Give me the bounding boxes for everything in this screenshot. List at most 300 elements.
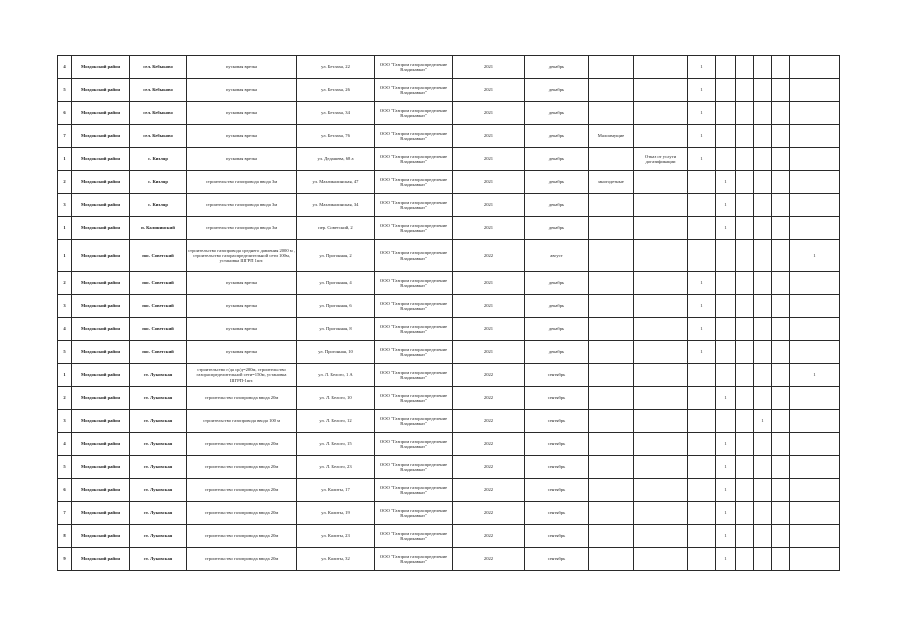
mark-cell <box>790 148 840 171</box>
month-cell: сентябрь <box>525 502 589 525</box>
address-cell: ул. Л. Белого, 1 А <box>297 364 375 387</box>
month-cell: декабрь <box>525 295 589 318</box>
mark-cell <box>790 295 840 318</box>
mark-cell <box>754 148 772 171</box>
table-row <box>58 387 840 410</box>
table-body <box>58 56 840 571</box>
year-cell: 2022 <box>453 387 525 410</box>
mark-cell: 1 <box>754 410 772 433</box>
month-cell: декабрь <box>525 341 589 364</box>
category-cell <box>589 341 634 364</box>
row-number: 4 <box>58 318 72 341</box>
mark-cell <box>754 433 772 456</box>
year-cell: 2022 <box>453 410 525 433</box>
table-row <box>58 410 840 433</box>
district-cell: Моздокский район <box>72 410 130 433</box>
address-cell: ул. Бетлаха, 76 <box>297 125 375 148</box>
year-cell: 2021 <box>453 272 525 295</box>
month-cell: декабрь <box>525 217 589 240</box>
work-type-cell: пусковая врезка <box>187 318 297 341</box>
work-type-cell: строительство газопровода ввода 3м <box>187 171 297 194</box>
district-cell: Моздокский район <box>72 433 130 456</box>
mark-cell <box>772 502 790 525</box>
address-cell: ул. Прогонная, 10 <box>297 341 375 364</box>
mark-cell <box>772 295 790 318</box>
mark-cell <box>688 502 716 525</box>
organization-cell: ООО "Газпром газораспределение Владикавказ" <box>375 364 453 387</box>
district-cell: Моздокский район <box>72 56 130 79</box>
mark-cell <box>716 56 736 79</box>
district-cell: Моздокский район <box>72 456 130 479</box>
mark-cell: 1 <box>716 502 736 525</box>
row-number: 1 <box>58 364 72 387</box>
year-cell: 2021 <box>453 102 525 125</box>
table-row <box>58 295 840 318</box>
district-cell: Моздокский район <box>72 364 130 387</box>
mark-cell <box>754 479 772 502</box>
row-number: 3 <box>58 410 72 433</box>
district-cell: Моздокский район <box>72 148 130 171</box>
month-cell: декабрь <box>525 148 589 171</box>
organization-cell: ООО "Газпром газораспределение Владикавказ" <box>375 456 453 479</box>
organization-cell: ООО "Газпром газораспределение Владикавказ" <box>375 272 453 295</box>
gasification-table <box>57 55 840 571</box>
table-row <box>58 272 840 295</box>
address-cell: ул. Прогонная, 2 <box>297 240 375 272</box>
mark-cell <box>754 217 772 240</box>
work-type-cell: строительство газопровода ввода 20м <box>187 387 297 410</box>
mark-cell: 1 <box>716 456 736 479</box>
year-cell: 2021 <box>453 79 525 102</box>
mark-cell <box>736 125 754 148</box>
note-cell <box>634 79 688 102</box>
mark-cell <box>736 525 754 548</box>
mark-cell <box>716 102 736 125</box>
mark-cell <box>688 548 716 571</box>
month-cell: сентябрь <box>525 548 589 571</box>
mark-cell <box>736 548 754 571</box>
organization-cell: ООО "Газпром газораспределение Владикавказ" <box>375 240 453 272</box>
mark-cell <box>688 387 716 410</box>
mark-cell <box>790 79 840 102</box>
row-number: 7 <box>58 125 72 148</box>
note-cell <box>634 240 688 272</box>
year-cell: 2021 <box>453 148 525 171</box>
note-cell <box>634 318 688 341</box>
work-type-cell: пусковая врезка <box>187 295 297 318</box>
year-cell: 2022 <box>453 364 525 387</box>
mark-cell: 1 <box>790 240 840 272</box>
year-cell: 2022 <box>453 479 525 502</box>
note-cell <box>634 272 688 295</box>
mark-cell: 1 <box>688 341 716 364</box>
mark-cell <box>790 502 840 525</box>
mark-cell <box>736 456 754 479</box>
category-cell <box>589 364 634 387</box>
category-cell <box>589 548 634 571</box>
note-cell <box>634 102 688 125</box>
table-row <box>58 525 840 548</box>
settlement-cell: пос. Советский <box>130 240 187 272</box>
address-cell: ул. Прогонная, 6 <box>297 295 375 318</box>
settlement-cell: сел. Кебыково <box>130 102 187 125</box>
address-cell: ул. Махачкалинская, 47 <box>297 171 375 194</box>
note-cell <box>634 410 688 433</box>
mark-cell <box>754 456 772 479</box>
note-cell <box>634 364 688 387</box>
mark-cell: 1 <box>716 217 736 240</box>
mark-cell <box>736 148 754 171</box>
mark-cell <box>772 171 790 194</box>
mark-cell <box>772 548 790 571</box>
settlement-cell: ст. Луковская <box>130 502 187 525</box>
address-cell: ул. Бетлаха, 22 <box>297 56 375 79</box>
year-cell: 2022 <box>453 525 525 548</box>
organization-cell: ООО "Газпром газораспределение Владикавказ" <box>375 171 453 194</box>
table-row <box>58 194 840 217</box>
table-row <box>58 364 840 387</box>
category-cell: Малоимущие <box>589 125 634 148</box>
settlement-cell: п. Калининский <box>130 217 187 240</box>
table-row <box>58 148 840 171</box>
year-cell: 2022 <box>453 502 525 525</box>
district-cell: Моздокский район <box>72 272 130 295</box>
address-cell: ул. Л. Белого, 12 <box>297 410 375 433</box>
mark-cell <box>754 548 772 571</box>
note-cell <box>634 194 688 217</box>
year-cell: 2021 <box>453 194 525 217</box>
mark-cell <box>772 217 790 240</box>
mark-cell <box>736 272 754 295</box>
mark-cell <box>736 502 754 525</box>
work-type-cell: строительство газопровода ввода 20м <box>187 433 297 456</box>
table-row <box>58 56 840 79</box>
mark-cell <box>772 387 790 410</box>
year-cell: 2022 <box>453 240 525 272</box>
organization-cell: ООО "Газпром газораспределение Владикавказ" <box>375 433 453 456</box>
settlement-cell: ст. Луковская <box>130 364 187 387</box>
mark-cell: 1 <box>688 272 716 295</box>
mark-cell <box>736 410 754 433</box>
mark-cell <box>688 217 716 240</box>
work-type-cell: пусковая врезка <box>187 79 297 102</box>
mark-cell <box>772 364 790 387</box>
mark-cell <box>754 79 772 102</box>
district-cell: Моздокский район <box>72 479 130 502</box>
mark-cell: 1 <box>688 125 716 148</box>
year-cell: 2022 <box>453 456 525 479</box>
organization-cell: ООО "Газпром газораспределение Владикавказ" <box>375 387 453 410</box>
settlement-cell: ст. Луковская <box>130 456 187 479</box>
year-cell: 2022 <box>453 433 525 456</box>
address-cell: ул. Калиты, 19 <box>297 502 375 525</box>
mark-cell <box>736 387 754 410</box>
organization-cell: ООО "Газпром газораспределение Владикавказ" <box>375 148 453 171</box>
row-number: 2 <box>58 272 72 295</box>
district-cell: Моздокский район <box>72 341 130 364</box>
month-cell: август <box>525 240 589 272</box>
mark-cell <box>736 79 754 102</box>
mark-cell <box>688 479 716 502</box>
mark-cell <box>736 433 754 456</box>
settlement-cell: сел. Кебыково <box>130 79 187 102</box>
row-number: 3 <box>58 194 72 217</box>
mark-cell <box>716 125 736 148</box>
address-cell: ул. Л. Белого, 10 <box>297 387 375 410</box>
district-cell: Моздокский район <box>72 387 130 410</box>
mark-cell <box>772 525 790 548</box>
mark-cell: 1 <box>688 102 716 125</box>
row-number: 1 <box>58 240 72 272</box>
mark-cell <box>790 125 840 148</box>
table-row <box>58 171 840 194</box>
category-cell <box>589 456 634 479</box>
organization-cell: ООО "Газпром газораспределение Владикавказ" <box>375 56 453 79</box>
table-row <box>58 318 840 341</box>
category-cell: многодетные <box>589 171 634 194</box>
organization-cell: ООО "Газпром газораспределение Владикавказ" <box>375 79 453 102</box>
table-row <box>58 433 840 456</box>
row-number: 4 <box>58 56 72 79</box>
year-cell: 2021 <box>453 217 525 240</box>
mark-cell <box>754 102 772 125</box>
mark-cell <box>754 341 772 364</box>
district-cell: Моздокский район <box>72 240 130 272</box>
mark-cell <box>736 102 754 125</box>
mark-cell <box>772 456 790 479</box>
table-row <box>58 79 840 102</box>
note-cell: Отказ от услуги догазификации <box>634 148 688 171</box>
mark-cell <box>716 364 736 387</box>
month-cell: декабрь <box>525 171 589 194</box>
organization-cell: ООО "Газпром газораспределение Владикавказ" <box>375 102 453 125</box>
mark-cell <box>736 171 754 194</box>
mark-cell: 1 <box>716 548 736 571</box>
work-type-cell: строительство газопровода ввода 20м <box>187 456 297 479</box>
category-cell <box>589 387 634 410</box>
mark-cell <box>772 318 790 341</box>
category-cell <box>589 148 634 171</box>
organization-cell: ООО "Газпром газораспределение Владикавказ" <box>375 318 453 341</box>
work-type-cell: строительство газопровода ввода 100 м <box>187 410 297 433</box>
district-cell: Моздокский район <box>72 102 130 125</box>
work-type-cell: строительство г/да ср/д=200м, строительство газораспределительной сети=150м, установка ШГРП-1шт. <box>187 364 297 387</box>
organization-cell: ООО "Газпром газораспределение Владикавказ" <box>375 525 453 548</box>
month-cell: декабрь <box>525 79 589 102</box>
district-cell: Моздокский район <box>72 548 130 571</box>
address-cell: ул. Калиты, 32 <box>297 548 375 571</box>
organization-cell: ООО "Газпром газораспределение Владикавказ" <box>375 410 453 433</box>
address-cell: ул. Бетлаха, 34 <box>297 102 375 125</box>
mark-cell <box>790 102 840 125</box>
organization-cell: ООО "Газпром газораспределение Владикавказ" <box>375 217 453 240</box>
note-cell <box>634 548 688 571</box>
mark-cell <box>754 295 772 318</box>
row-number: 8 <box>58 525 72 548</box>
mark-cell: 1 <box>716 194 736 217</box>
settlement-cell: ст. Луковская <box>130 479 187 502</box>
settlement-cell: ст. Луковская <box>130 433 187 456</box>
year-cell: 2021 <box>453 341 525 364</box>
row-number: 4 <box>58 433 72 456</box>
row-number: 5 <box>58 79 72 102</box>
row-number: 7 <box>58 502 72 525</box>
mark-cell: 1 <box>688 56 716 79</box>
month-cell: сентябрь <box>525 479 589 502</box>
month-cell: декабрь <box>525 102 589 125</box>
row-number: 2 <box>58 387 72 410</box>
table-row <box>58 240 840 272</box>
month-cell: сентябрь <box>525 525 589 548</box>
district-cell: Моздокский район <box>72 318 130 341</box>
mark-cell <box>790 548 840 571</box>
category-cell <box>589 433 634 456</box>
mark-cell <box>790 479 840 502</box>
year-cell: 2021 <box>453 318 525 341</box>
row-number: 6 <box>58 479 72 502</box>
district-cell: Моздокский район <box>72 502 130 525</box>
month-cell: сентябрь <box>525 410 589 433</box>
address-cell: ул. Махачкалинская, 34 <box>297 194 375 217</box>
row-number: 9 <box>58 548 72 571</box>
settlement-cell: пос. Советский <box>130 272 187 295</box>
month-cell: декабрь <box>525 125 589 148</box>
mark-cell <box>772 433 790 456</box>
mark-cell <box>688 433 716 456</box>
mark-cell: 1 <box>790 364 840 387</box>
mark-cell <box>736 217 754 240</box>
mark-cell <box>716 272 736 295</box>
settlement-cell: пос. Советский <box>130 295 187 318</box>
mark-cell: 1 <box>688 79 716 102</box>
address-cell: ул. Л. Белого, 15 <box>297 433 375 456</box>
mark-cell <box>736 318 754 341</box>
mark-cell <box>790 525 840 548</box>
settlement-cell: ст. Луковская <box>130 387 187 410</box>
mark-cell <box>688 171 716 194</box>
mark-cell: 1 <box>688 295 716 318</box>
year-cell: 2021 <box>453 295 525 318</box>
settlement-cell: с. Кизляр <box>130 194 187 217</box>
table-row <box>58 502 840 525</box>
mark-cell <box>716 410 736 433</box>
work-type-cell: строительство газопровода ввода 20м <box>187 479 297 502</box>
mark-cell <box>754 240 772 272</box>
category-cell <box>589 56 634 79</box>
mark-cell <box>790 433 840 456</box>
category-cell <box>589 318 634 341</box>
table-row <box>58 456 840 479</box>
mark-cell <box>772 56 790 79</box>
mark-cell <box>772 194 790 217</box>
work-type-cell: строительство газопровода ввода 20м <box>187 502 297 525</box>
mark-cell <box>754 387 772 410</box>
mark-cell <box>772 410 790 433</box>
address-cell: пер. Советский, 2 <box>297 217 375 240</box>
mark-cell <box>790 410 840 433</box>
address-cell: ул. Бетлаха, 26 <box>297 79 375 102</box>
settlement-cell: ст. Луковская <box>130 525 187 548</box>
note-cell <box>634 433 688 456</box>
mark-cell <box>754 318 772 341</box>
category-cell <box>589 272 634 295</box>
district-cell: Моздокский район <box>72 171 130 194</box>
address-cell: ул. Дедашева, 68 а <box>297 148 375 171</box>
work-type-cell: строительство газопровода ввода 20м <box>187 525 297 548</box>
note-cell <box>634 171 688 194</box>
address-cell: ул. Прогонная, 8 <box>297 318 375 341</box>
mark-cell <box>790 341 840 364</box>
category-cell <box>589 525 634 548</box>
mark-cell: 1 <box>688 318 716 341</box>
mark-cell <box>772 479 790 502</box>
address-cell: ул. Прогонная, 4 <box>297 272 375 295</box>
work-type-cell: пусковая врезка <box>187 102 297 125</box>
work-type-cell: строительство газопровода ввода 20м <box>187 548 297 571</box>
note-cell <box>634 295 688 318</box>
year-cell: 2021 <box>453 125 525 148</box>
mark-cell <box>754 194 772 217</box>
mark-cell <box>790 217 840 240</box>
mark-cell <box>772 125 790 148</box>
note-cell <box>634 525 688 548</box>
mark-cell <box>716 341 736 364</box>
settlement-cell: ст. Луковская <box>130 410 187 433</box>
settlement-cell: с. Кизляр <box>130 148 187 171</box>
mark-cell: 1 <box>716 479 736 502</box>
row-number: 2 <box>58 171 72 194</box>
mark-cell: 1 <box>716 525 736 548</box>
mark-cell <box>688 410 716 433</box>
note-cell <box>634 125 688 148</box>
work-type-cell: строительство газопровода ввода 3м <box>187 217 297 240</box>
mark-cell <box>736 479 754 502</box>
note-cell <box>634 341 688 364</box>
mark-cell <box>754 364 772 387</box>
district-cell: Моздокский район <box>72 217 130 240</box>
mark-cell: 1 <box>716 171 736 194</box>
mark-cell <box>790 272 840 295</box>
mark-cell <box>790 456 840 479</box>
category-cell <box>589 240 634 272</box>
organization-cell: ООО "Газпром газораспределение Владикавказ" <box>375 341 453 364</box>
address-cell: ул. Калиты, 17 <box>297 479 375 502</box>
mark-cell: 1 <box>688 148 716 171</box>
table-row <box>58 125 840 148</box>
mark-cell <box>772 148 790 171</box>
mark-cell <box>772 79 790 102</box>
mark-cell <box>688 364 716 387</box>
mark-cell <box>716 318 736 341</box>
settlement-cell: с. Кизляр <box>130 171 187 194</box>
settlement-cell: сел. Кебыково <box>130 56 187 79</box>
table-row <box>58 102 840 125</box>
work-type-cell: пусковая врезка <box>187 125 297 148</box>
month-cell: сентябрь <box>525 364 589 387</box>
mark-cell <box>754 171 772 194</box>
row-number: 3 <box>58 295 72 318</box>
work-type-cell: пусковая врезка <box>187 272 297 295</box>
table-row <box>58 217 840 240</box>
settlement-cell: сел. Кебыково <box>130 125 187 148</box>
district-cell: Моздокский район <box>72 525 130 548</box>
row-number: 5 <box>58 341 72 364</box>
month-cell: сентябрь <box>525 433 589 456</box>
year-cell: 2021 <box>453 56 525 79</box>
mark-cell <box>772 341 790 364</box>
mark-cell <box>772 272 790 295</box>
month-cell: сентябрь <box>525 387 589 410</box>
